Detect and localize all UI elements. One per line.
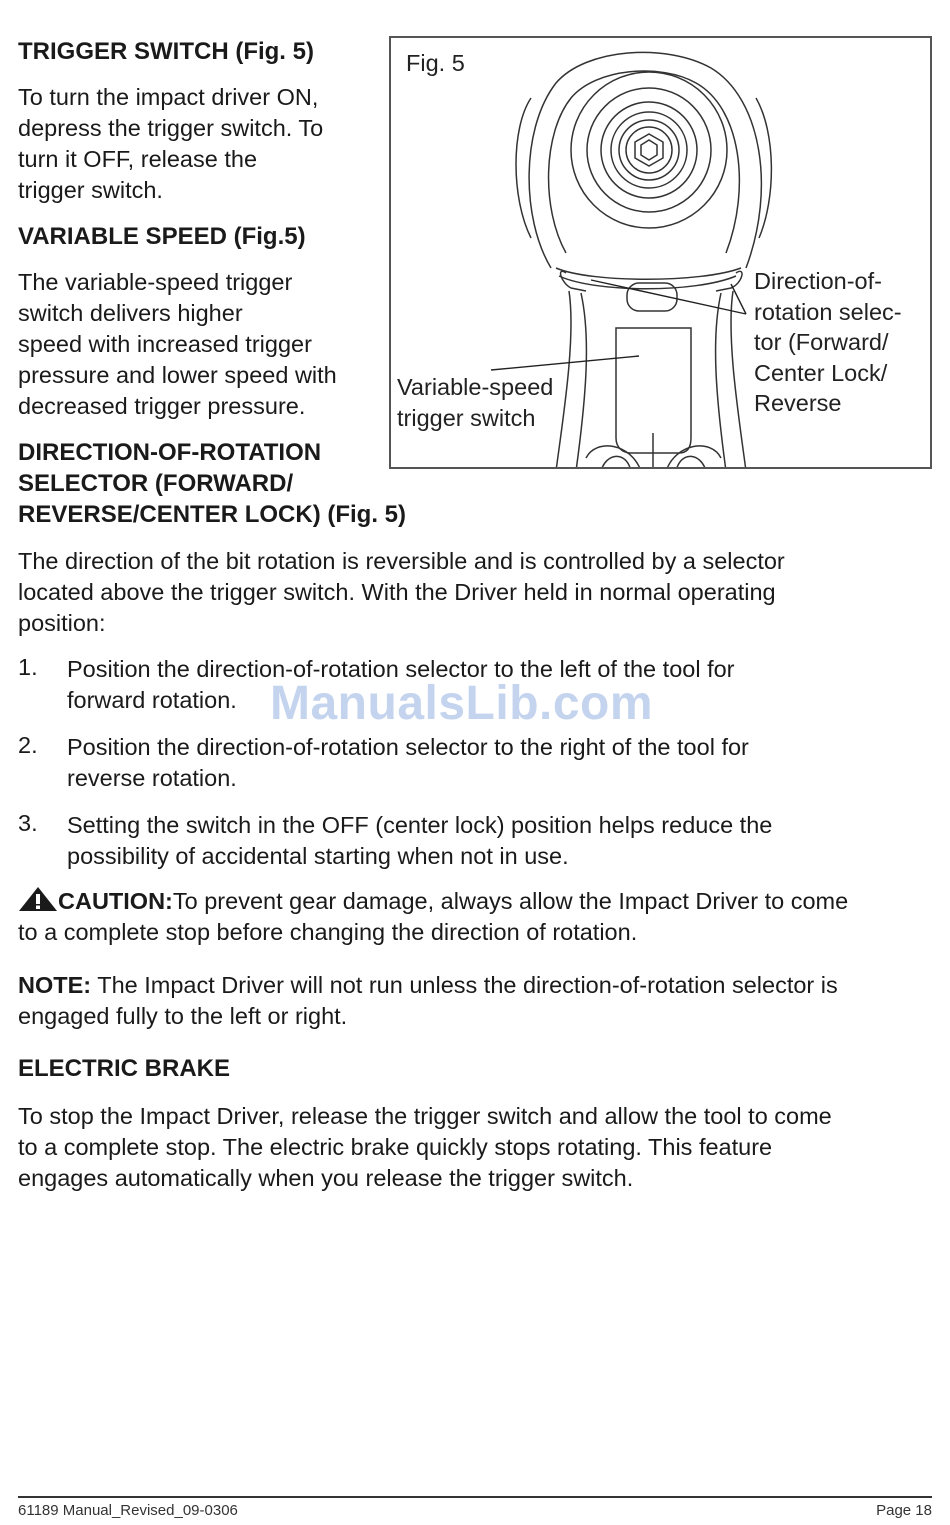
variable-line: The variable-speed trigger [18,269,293,295]
figure-5 [389,36,932,469]
caution-text: To prevent gear damage, always allow the Impact Driver to come [172,888,849,914]
direction-heading: REVERSE/CENTER LOCK) (Fig. 5) [18,501,407,528]
step-item [67,732,927,794]
electric-brake-section [18,1053,932,1194]
selector-label: Reverse [754,390,842,416]
brake-line: to a complete stop. The electric brake quickly stops rotating. This feature [18,1134,773,1160]
electric-brake-heading: ELECTRIC BRAKE [18,1055,231,1082]
note-block [18,970,932,1032]
step-line: Position the direction-of-rotation selector to the left of the tool for [67,656,735,682]
direction-heading: DIRECTION-OF-ROTATION [18,439,322,466]
selector-label: Direction-of- [754,268,882,294]
caution-label: CAUTION: [58,888,173,914]
trigger-line: trigger switch. [18,177,163,203]
step-number: 2. [18,732,38,758]
variable-line: decreased trigger pressure. [18,393,306,419]
footer-page-number: Page 18 [876,1502,932,1519]
variable-line: pressure and lower speed with [18,362,337,388]
caution-text: to a complete stop before changing the direction of rotation. [18,919,638,945]
trigger-line: turn it OFF, release the [18,146,258,172]
trigger-switch-label: Variable-speed [397,374,554,400]
brake-line: engages automatically when you release the trigger switch. [18,1165,634,1191]
direction-intro [18,546,932,639]
selector-label: tor (Forward/ [754,329,889,355]
intro-line: position: [18,610,106,636]
footer-doc-id: 61189 Manual_Revised_09-0306 [18,1502,238,1519]
note-text: The Impact Driver will not run unless the direction-of-rotation selector is [91,972,838,998]
step-number: 3. [18,810,38,836]
footer-divider [18,1496,932,1498]
note-label: NOTE: [18,972,92,998]
caution-block [18,886,932,948]
step-line: forward rotation. [67,687,237,713]
trigger-switch-label: trigger switch [397,405,536,431]
note-text: engaged fully to the left or right. [18,1003,348,1029]
step-item [67,810,927,872]
figure-title: Fig. 5 [406,50,465,76]
step-line: reverse rotation. [67,765,237,791]
trigger-line: To turn the impact driver ON, [18,84,319,110]
trigger-switch-heading: TRIGGER SWITCH (Fig. 5) [18,38,314,65]
selector-label: Center Lock/ [754,360,888,386]
left-column [18,36,407,530]
variable-speed-heading: VARIABLE SPEED (Fig.5) [18,223,306,250]
direction-heading: SELECTOR (FORWARD/ [18,470,294,497]
brake-line: To stop the Impact Driver, release the trigger switch and allow the tool to come [18,1103,832,1129]
selector-label: rotation selec- [754,299,902,325]
variable-line: speed with increased trigger [18,331,312,357]
intro-line: The direction of the bit rotation is reversible and is controlled by a selector [18,548,785,574]
step-number: 1. [18,654,38,680]
variable-line: switch delivers higher [18,300,243,326]
step-line: possibility of accidental starting when not in use. [67,843,569,869]
step-line: Setting the switch in the OFF (center lock) position helps reduce the [67,812,773,838]
watermark: ManualsLib.com [270,677,654,730]
step-line: Position the direction-of-rotation selector to the right of the tool for [67,734,749,760]
warning-icon [18,886,58,912]
trigger-line: depress the trigger switch. To [18,115,324,141]
intro-line: located above the trigger switch. With the Driver held in normal operating [18,579,776,605]
